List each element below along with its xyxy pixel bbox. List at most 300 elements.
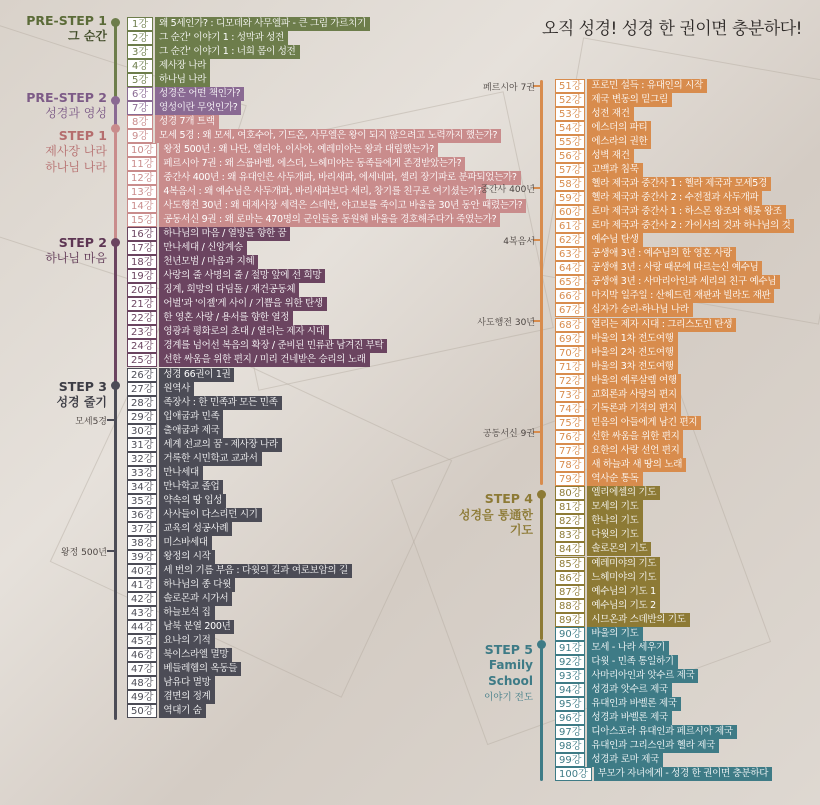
lesson-title: 북이스라엘 멸망 [159,648,232,662]
lesson-number: 41강 [127,578,157,592]
lesson-row [127,255,258,270]
lesson-title: 사사들이 다스리던 시기 [159,508,261,522]
lesson-row [127,114,219,129]
lesson-title: 유대인과 그리스인과 헬라 제국 [587,739,719,753]
side-label-acts30: 사도행전 30년 [477,318,535,328]
lesson-row [127,592,232,607]
side-label-wang500: 왕정 500년 [60,548,107,558]
lesson-row [555,556,660,571]
step-sub-pre2: 성경과 영성 [45,106,107,120]
lesson-row [127,353,370,368]
lesson-title: 모세 5경 : 왜 모세, 여호수아, 기드온, 사무엘은 왕이 되지 않으려고 노력까지 했는가? [155,129,501,143]
lesson-row [555,176,771,191]
lesson-number: 26강 [127,368,157,382]
lesson-title: 왜 5세인가? : 디모데와 사무엘파 - 큰 그림 가르치기 [155,17,370,31]
lesson-number: 64강 [555,261,585,275]
side-label-between400: 중간사 400년 [480,185,535,195]
lesson-row [555,205,786,220]
lesson-number: 7강 [127,101,153,115]
lesson-number: 93강 [555,669,585,683]
lesson-row [555,542,651,557]
lesson-title: 겸면의 정계 [159,690,214,704]
lesson-row [127,648,232,663]
lesson-title: 모세의 기도 [587,500,642,514]
lesson-title: 세계 선교의 꿈 - 제사장 나라 [159,438,281,452]
lesson-title: 남북 분열 200년 [159,620,234,634]
lesson-row [127,367,234,382]
lesson-title: 제국 변동의 밑그림 [587,93,671,107]
step-dot-pre1 [111,18,120,27]
lesson-row [555,753,663,768]
lesson-title: 바울의 예루살렘 여행 [587,374,680,388]
lesson-row [127,142,438,157]
lesson-row [555,725,737,740]
lesson-number: 39강 [127,550,157,564]
lesson-title: 유대인과 바벨론 제국 [587,697,680,711]
lesson-number: 48강 [127,676,157,690]
lesson-row [555,415,701,430]
timeline-line-pre1 [114,22,117,104]
side-label-gospel4: 4복음서 [503,237,535,247]
lesson-number: 60강 [555,205,585,219]
lesson-number: 67강 [555,303,585,317]
lesson-title: 엘리에셀의 기도 [587,486,660,500]
lesson-title: 성경 66권이 1권 [159,368,234,382]
lesson-title: 새 하늘과 새 땅의 노래 [587,458,686,472]
lesson-row [555,711,672,726]
lesson-number: 53강 [555,107,585,121]
lesson-number: 1강 [127,17,153,31]
lesson-row [127,507,262,522]
step-title-pre1: PRE-STEP 1 [26,13,107,28]
lesson-number: 56강 [555,149,585,163]
lesson-number: 6강 [127,87,153,101]
lesson-number: 25강 [127,353,157,367]
lesson-row [555,219,794,234]
lesson-title: 기독론과 기적의 편지 [587,402,680,416]
lesson-number: 91강 [555,641,585,655]
lesson-number: 76강 [555,430,585,444]
lesson-number: 14강 [127,199,157,213]
step-sub-s1-line1: 제사장 나라 [45,144,107,158]
lesson-number: 5강 [127,73,153,87]
step-title-s3: STEP 3 [58,379,107,394]
lesson-row [555,401,681,416]
lesson-title: 십자가 승리-하나님 나라 [587,303,692,317]
lesson-number: 88강 [555,599,585,613]
lesson-title: 믿음의 아들에게 남긴 편지 [587,416,701,430]
lesson-number: 4강 [127,59,153,73]
lesson-title: 거룩한 시민학교 교과서 [159,452,261,466]
lesson-number: 87강 [555,585,585,599]
lesson-title: 마지막 일주일 : 산헤드린 재판과 빌라도 재판 [587,289,774,303]
step-dot-s3 [111,381,120,390]
lesson-row [127,58,210,73]
lesson-title: 그 순간' 이야기 1 : 너희 몸이 성전 [155,45,300,59]
lesson-title: 하나님 나라 [155,73,210,87]
lesson-number: 30강 [127,424,157,438]
lesson-row [555,303,693,318]
lesson-row [127,409,223,424]
step-dot-s2 [111,238,120,247]
lesson-row [127,395,282,410]
lesson-title: 로마 제국과 중간사 2 : 가이사의 것과 하나님의 것 [587,219,794,233]
lesson-number: 24강 [127,339,157,353]
lesson-row [555,444,683,459]
lesson-number: 23강 [127,325,157,339]
lesson-title: 영광과 평화로의 초대 / 열리는 제자 시대 [159,325,328,339]
lesson-number: 35강 [127,494,157,508]
lesson-number: 52강 [555,93,585,107]
lesson-number: 44강 [127,620,157,634]
lesson-row [127,269,325,284]
lesson-title: 헬라 제국과 중간사 1 : 헬라 제국과 모세5경 [587,177,770,191]
lesson-row [127,100,241,115]
lesson-row [127,339,387,354]
lesson-number: 77강 [555,444,585,458]
lesson-number: 15강 [127,213,157,227]
lesson-number: 31강 [127,438,157,452]
lesson-title: 교회론과 사랑의 편지 [587,388,680,402]
lesson-title: 왕정 500년 : 왜 나단, 엘리야, 이사야, 예레미야는 왕과 대립했는가? [159,143,438,157]
lesson-title: 사도행전 30년 : 왜 대제사장 세력은 스데반, 야고보를 죽이고 바울을 30년 동안 때렸는가? [159,199,526,213]
lesson-number: 51강 [555,79,585,93]
side-label-letters9: 공동서신 9권 [482,429,535,439]
lesson-row [555,683,672,698]
lesson-number: 58강 [555,177,585,191]
lesson-row [555,275,780,290]
lesson-row [127,128,501,143]
lesson-number: 54강 [555,121,585,135]
step-title-s1: STEP 1 [58,128,107,143]
lesson-row [127,311,293,326]
lesson-title: 시므온과 스데반의 기도 [587,613,689,627]
lesson-number: 98강 [555,739,585,753]
timeline-line-s1 [114,132,117,242]
lesson-number: 57강 [555,163,585,177]
lesson-title: 에스라의 권한 [587,135,651,149]
lesson-row [127,156,465,171]
lesson-row [555,612,690,627]
step-sub-s2: 하나님 마음 [45,251,107,265]
lesson-row [555,120,651,135]
step-title-s5: STEP 5 [484,642,533,657]
lesson-title: 징계, 희망의 다딤돌 / 재건공동체 [159,283,299,297]
lesson-number: 43강 [127,606,157,620]
lesson-row [127,297,327,312]
lesson-title: 예수님의 기도 2 [587,599,659,613]
lesson-row [127,550,215,565]
lesson-row [555,233,643,248]
step-sub-s3: 성경 줄기 [56,395,107,409]
lesson-row [127,465,203,480]
lesson-row [555,345,678,360]
lesson-title: 부모가 자녀에게 - 성경 한 권이면 충분하다 [594,767,772,781]
lesson-title: 만나학교 졸업 [159,480,223,494]
lesson-title: 세 번의 기름 부음 : 다윗의 길과 여로보암의 길 [159,564,351,578]
lesson-number: 59강 [555,191,585,205]
lesson-title: 한 영혼 사랑 / 용서를 향한 열정 [159,311,293,325]
lesson-title: 공동서신 9권 : 왜 로마는 470명의 군인들을 동원해 바울을 경호해주다가 죽였는가? [159,213,500,227]
lesson-number: 10강 [127,143,157,157]
lesson-number: 11강 [127,157,157,171]
lesson-number: 65강 [555,275,585,289]
lesson-title: 요한의 사랑 선언 편지 [587,444,683,458]
lesson-number: 12강 [127,171,157,185]
lesson-number: 80강 [555,486,585,500]
lesson-title: 영성이란 무엇인가? [155,101,241,115]
lesson-title: 교육의 성공사례 [159,522,232,536]
lesson-title: 모세 - 나라 세우기 [587,641,668,655]
lesson-row [127,564,352,579]
lesson-title: 입애굽과 민족 [159,410,223,424]
lesson-title: 다윗의 기도 [587,528,642,542]
lesson-row [555,162,643,177]
lesson-number: 29강 [127,410,157,424]
lesson-row [555,584,660,599]
step-title-s4: STEP 4 [484,491,533,506]
lesson-row [555,247,736,262]
lesson-row [555,598,660,613]
lesson-number: 49강 [127,690,157,704]
lesson-row [555,359,678,374]
step-title-pre2: PRE-STEP 2 [26,90,107,105]
lesson-number: 38강 [127,536,157,550]
lesson-number: 81강 [555,500,585,514]
lesson-title: 에스더의 파티 [587,121,651,135]
lesson-number: 27강 [127,382,157,396]
lesson-row [555,528,643,543]
lesson-number: 16강 [127,227,157,241]
lesson-title: 사마리아인과 앗수르 제국 [587,669,698,683]
step-dot-s4 [537,490,546,499]
lesson-title: 중간사 400년 : 왜 유대인은 사두개파, 바리새파, 에세네파, 셀리 장기파로 분파되었는가? [159,171,520,185]
lesson-title: 바울의 기도 [587,627,642,641]
lesson-title: 약속의 땅 입성 [159,494,226,508]
timeline-line-s4 [540,490,543,640]
lesson-number: 55강 [555,135,585,149]
lesson-row [555,106,634,121]
lesson-row [127,86,244,101]
lesson-row [555,430,683,445]
lesson-row [127,620,234,635]
lesson-number: 32강 [127,452,157,466]
lesson-number: 94강 [555,683,585,697]
lesson-title: 미스바세대 [159,536,211,550]
lesson-row [127,690,215,705]
lesson-row [555,697,681,712]
lesson-title: 공생애 3년 : 사마리아인과 세리의 친구 예수님 [587,275,780,289]
lesson-row [127,437,282,452]
lesson-row [127,521,232,536]
lesson-number: 20강 [127,283,157,297]
lesson-number: 33강 [127,466,157,480]
lesson-number: 89강 [555,613,585,627]
timeline-line-s2 [114,242,117,385]
lesson-title: 베들레헴의 옥동들 [159,662,241,676]
timeline-line-persia [540,80,543,485]
lesson-row [555,289,774,304]
lesson-title: 바울의 3차 전도여행 [587,360,677,374]
lesson-number: 69강 [555,332,585,346]
lesson-number: 71강 [555,360,585,374]
side-label-persia7: 페르시아 7권 [482,83,535,93]
lesson-row [127,423,223,438]
lesson-number: 13강 [127,185,157,199]
lesson-row [555,134,651,149]
lesson-title: 예수님의 기도 1 [587,585,659,599]
lesson-number: 83강 [555,528,585,542]
lesson-row [127,72,210,87]
lesson-row [555,331,678,346]
lesson-number: 97강 [555,725,585,739]
lesson-row [555,739,719,754]
lesson-number: 70강 [555,346,585,360]
lesson-number: 46강 [127,648,157,662]
lesson-row [555,472,643,487]
timeline-line-s3 [114,385,117,720]
lesson-title: 왕정의 시작 [159,550,214,564]
lesson-row [555,486,660,501]
lesson-number: 61강 [555,219,585,233]
lesson-number: 19강 [127,269,157,283]
lesson-title: 바울의 1차 전도여행 [587,332,677,346]
lesson-number: 92강 [555,655,585,669]
step-sub-s1-line2: 하나님 나라 [45,160,107,174]
lesson-title: 4복음서 : 왜 예수님은 사두개파, 바리새파보다 세리, 창기를 친구로 여기셨는가? [159,185,486,199]
lesson-number: 86강 [555,571,585,585]
lesson-row [127,283,299,298]
lesson-number: 63강 [555,247,585,261]
lesson-number: 36강 [127,508,157,522]
lesson-number: 74강 [555,402,585,416]
lesson-title: 열리는 제자 시대 : 그리스도인 탄생 [587,318,736,332]
lesson-number: 95강 [555,697,585,711]
lesson-title: 페르시아 7권 : 왜 스룹바벨, 에스더, 느헤미야는 동족들에게 존경받았는가? [159,157,465,171]
lesson-number: 47강 [127,662,157,676]
step-dot-pre2 [111,96,120,105]
lesson-row [555,190,762,205]
lesson-number: 2강 [127,31,153,45]
lesson-row [555,514,643,529]
lesson-number: 79강 [555,472,585,486]
lesson-number: 68강 [555,318,585,332]
lesson-row [127,606,215,621]
lesson-row [127,451,262,466]
lesson-title: 출애굽과 제국 [159,424,223,438]
lesson-row [127,213,500,228]
lesson-row [555,500,643,515]
lesson-title: 성경과 로마 제국 [587,753,663,767]
lesson-row [555,458,686,473]
lesson-row [555,78,707,93]
lesson-title: 원역사 [159,382,194,396]
lesson-title: 성경 7개 트랙 [155,115,219,129]
lesson-row [127,170,521,185]
step-title-s2: STEP 2 [58,235,107,250]
lesson-row [127,634,215,649]
lesson-number: 28강 [127,396,157,410]
lesson-title: 경계를 넘어선 복음의 확장 / 준비된 민류관 남겨진 부탁 [159,339,387,353]
lesson-title: 헬라 제국과 중간사 2 : 수전절과 사두개파 [587,191,762,205]
tick [107,550,117,552]
lesson-number: 45강 [127,634,157,648]
lesson-number: 84강 [555,542,585,556]
lesson-row [555,767,772,782]
lesson-number: 9강 [127,129,153,143]
lesson-number: 99강 [555,753,585,767]
step-sub-s5-line1: Family [488,658,533,672]
lesson-row [127,44,300,59]
lesson-title: 고백과 침묵 [587,163,642,177]
lesson-title: 성경은 어떤 책인가? [155,87,244,101]
lesson-row [127,199,526,214]
lesson-title: 역대기 숨 [159,704,205,718]
lesson-row [127,241,247,256]
step-dot-s5 [537,640,546,649]
lesson-title: 만나세대 / 신앙계승 [159,241,246,255]
step-sub-s5-line2: School [488,674,533,688]
lesson-row [555,640,669,655]
lesson-title: 남유다 멸망 [159,676,214,690]
step-sub-s4-line2: 기도 [509,523,533,537]
lesson-number: 22강 [127,311,157,325]
lesson-title: 솔로몬과 시가서 [159,592,232,606]
lesson-number: 96강 [555,711,585,725]
lesson-title: 어벌'과 '이젤'게 사이 / 기쁨을 위한 탄생 [159,297,326,311]
lesson-number: 3강 [127,45,153,59]
lesson-title: 사랑의 줄 사명의 줄 / 절망 앞에 선 희망 [159,269,325,283]
lesson-number: 37강 [127,522,157,536]
lesson-number: 34강 [127,480,157,494]
lesson-row [555,626,643,641]
lesson-title: 솔로몬의 기도 [587,542,651,556]
lesson-row [555,92,672,107]
lesson-title: 포로민 설득 : 유대인의 시작 [587,79,706,93]
lesson-title: 성벽 재건 [587,149,633,163]
lesson-row [127,493,226,508]
lesson-row [127,16,370,31]
lesson-number: 78강 [555,458,585,472]
lesson-title: 예레미야의 기도 [587,557,660,571]
lesson-title: 공생애 3년 : 사랑 때문에 따르는신 예수님 [587,261,762,275]
lesson-row [555,317,736,332]
lesson-title: 한나의 기도 [587,514,642,528]
lesson-row [127,227,290,242]
lesson-title: 예수님 탄생 [587,233,642,247]
step-dot-s1 [111,124,120,133]
lesson-title: 하늘보석 집 [159,606,214,620]
tick [107,419,117,421]
lesson-row [555,387,681,402]
lesson-title: 역사순 통독 [587,472,642,486]
lesson-number: 82강 [555,514,585,528]
lesson-title: 만나세대 [159,466,203,480]
step-sub-pre1: 그 순간 [68,29,107,43]
lesson-number: 85강 [555,557,585,571]
lesson-title: 그 순간' 이야기 1 : 성막과 성전 [155,31,288,45]
lesson-number: 8강 [127,115,153,129]
lesson-row [555,654,678,669]
lesson-title: 바울의 2차 전도여행 [587,346,677,360]
slogan: 오직 성경! 성경 한 권이면 충분하다! [541,19,802,39]
lesson-title: 느헤미야의 기도 [587,571,660,585]
lesson-number: 100강 [555,767,592,781]
lesson-title: 공생애 3년 : 예수님의 한 영혼 사랑 [587,247,735,261]
lesson-number: 21강 [127,297,157,311]
lesson-number: 42강 [127,592,157,606]
lesson-title: 제사장 나라 [155,59,210,73]
